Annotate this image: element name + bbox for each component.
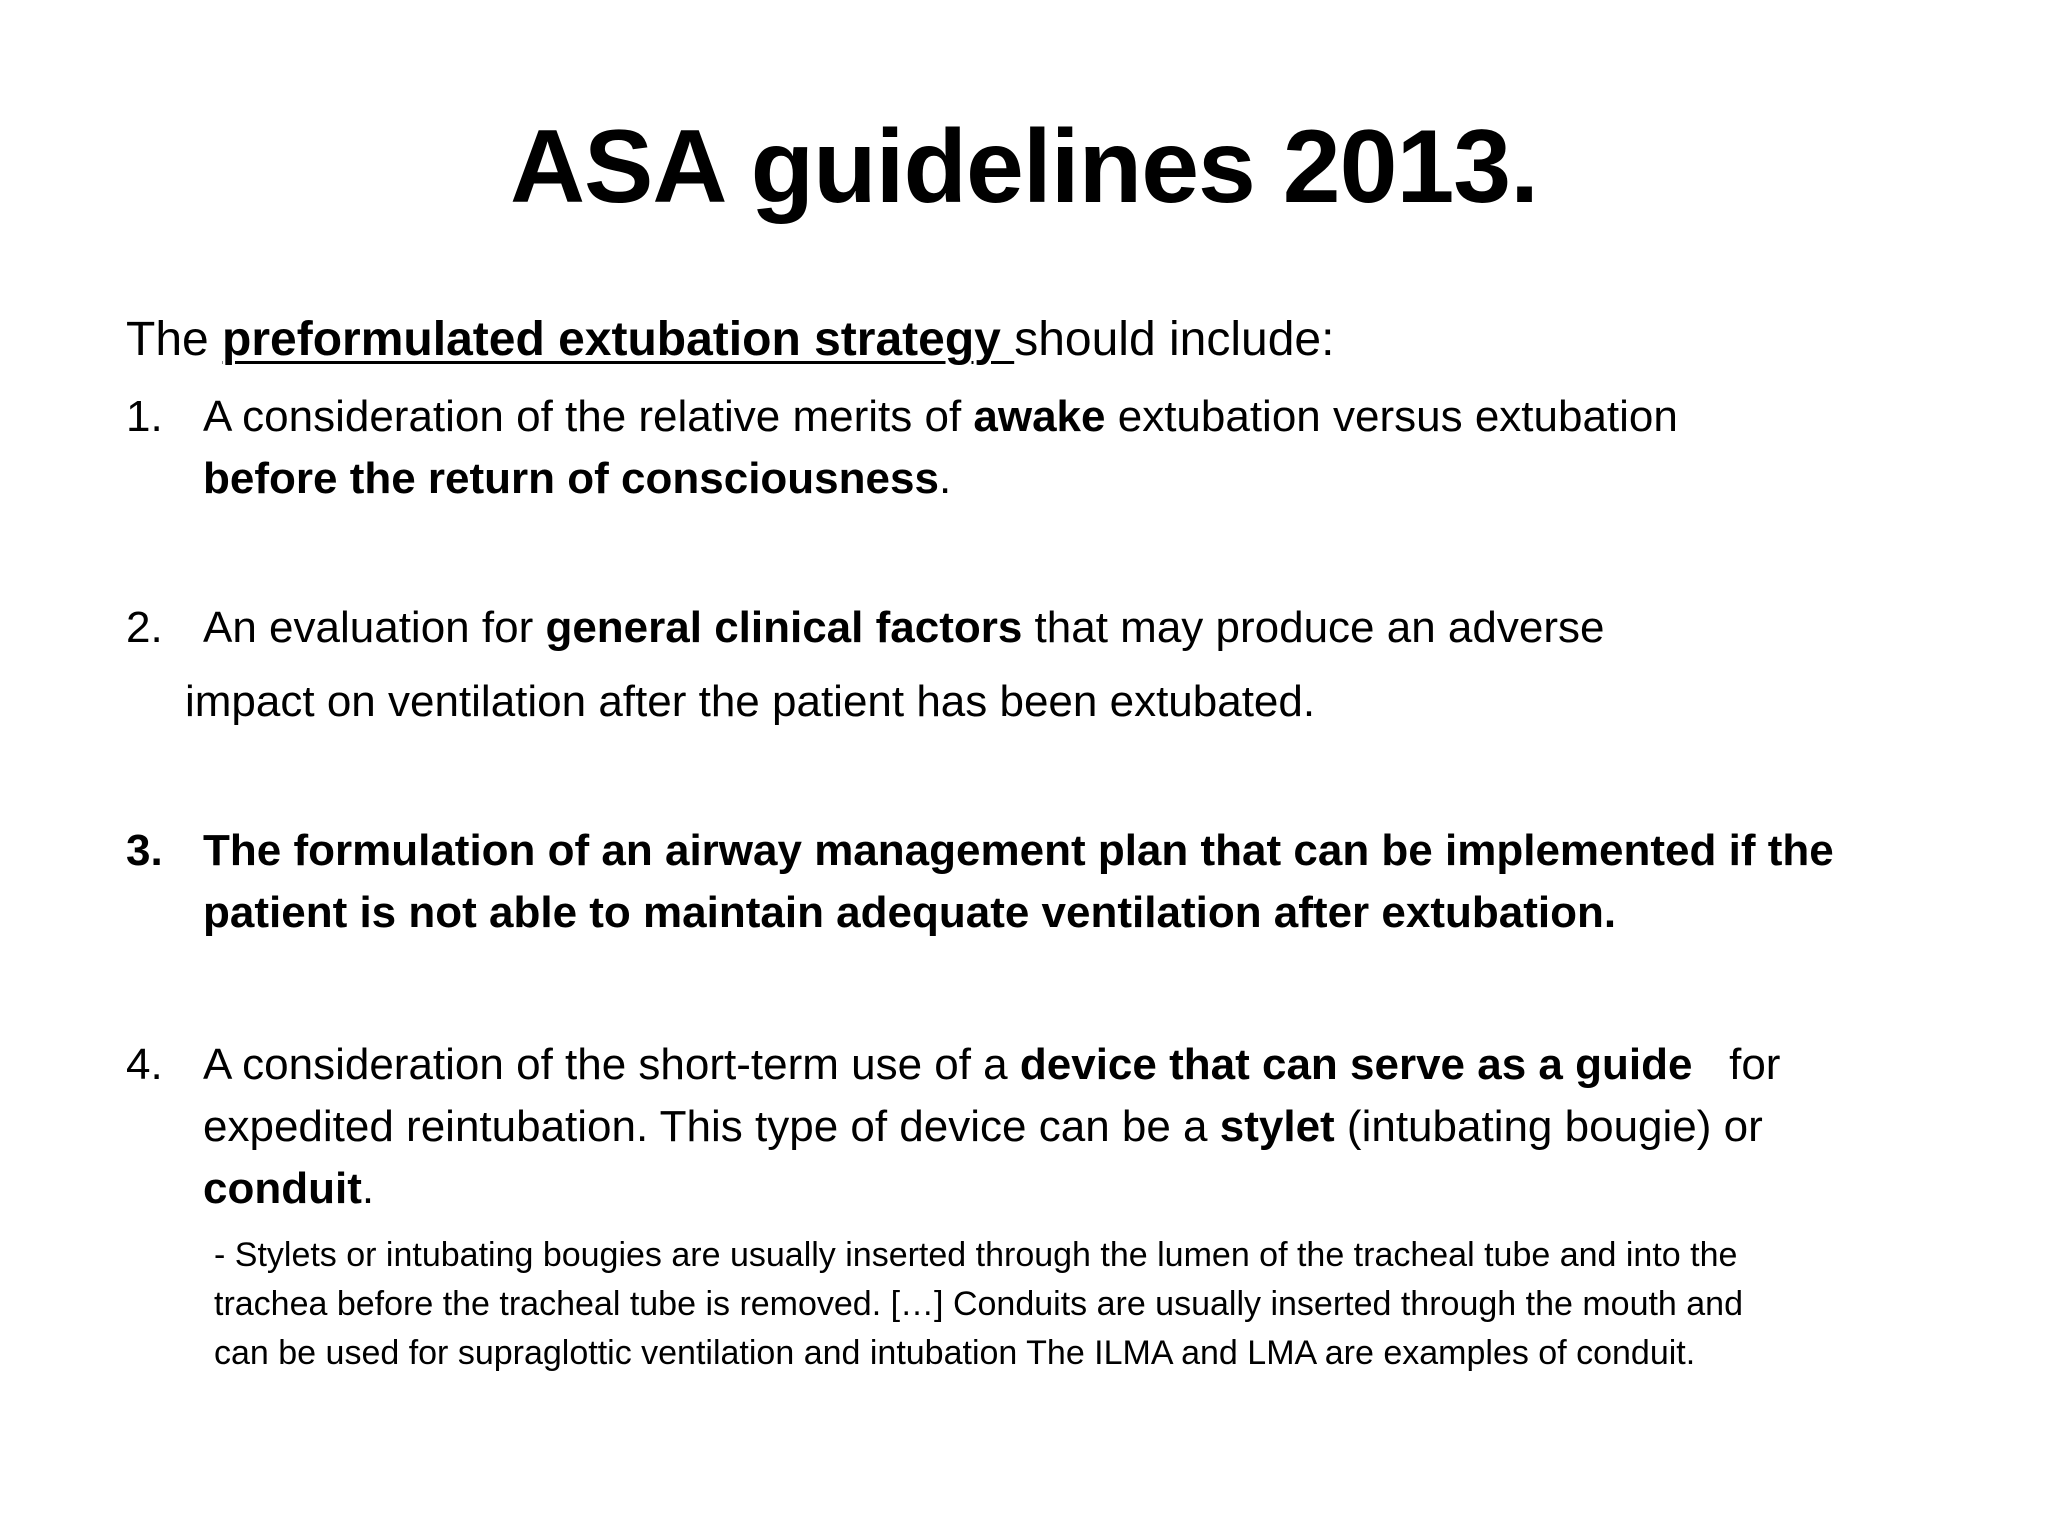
text-run: A consideration of the relative merits of xyxy=(203,392,974,441)
note-line: - Stylets or intubating bougies are usually inserted through the lumen of the tracheal tube and into the xyxy=(214,1236,1738,1274)
intro-after: should include: xyxy=(1014,313,1335,366)
intro-before: The xyxy=(126,313,223,366)
bold-run: device that can serve as a guide xyxy=(1019,1040,1693,1089)
text-run: expedited reintubation. This type of device can be a xyxy=(203,1102,1220,1151)
text-line: patient is not able to maintain adequate ventilation after extubation. xyxy=(203,888,1617,937)
list-number: 3. xyxy=(126,826,163,875)
list-number: 4. xyxy=(126,1040,163,1089)
text-line xyxy=(203,597,2023,659)
text-line xyxy=(203,386,2023,448)
bold-run: awake xyxy=(973,392,1106,441)
list-number: 1. xyxy=(126,392,163,441)
text-run: (intubating bougie) or xyxy=(1334,1102,1763,1151)
bold-run: general clinical factors xyxy=(545,603,1023,652)
text-run: . xyxy=(938,454,952,503)
note-line: trachea before the tracheal tube is removed. […] Conduits are usually inserted through the mouth and xyxy=(214,1285,1744,1323)
list-item-text xyxy=(185,597,2023,733)
sub-note xyxy=(214,1231,1743,1378)
intro-emphasis: preformulated extubation strategy xyxy=(222,313,1015,366)
list-number: 2. xyxy=(126,603,163,652)
bold-run: before the return of consciousness xyxy=(203,454,939,503)
slide-title: ASA guidelines 2013. xyxy=(509,109,1539,225)
text-line xyxy=(203,1158,2023,1220)
text-run: An evaluation for xyxy=(203,603,546,652)
text-run: . xyxy=(361,1164,375,1213)
list-item-text xyxy=(203,386,2023,510)
bold-run: stylet xyxy=(1219,1102,1335,1151)
text-line xyxy=(203,1096,2023,1158)
list-item-text xyxy=(203,1034,2023,1220)
text-line: impact on ventilation after the patient has been extubated. xyxy=(185,677,1316,726)
text-run: A consideration of the short-term use of a xyxy=(203,1040,1020,1089)
text-line xyxy=(203,448,2023,510)
text-line xyxy=(203,1034,2023,1096)
intro-text xyxy=(126,308,1334,372)
note-line: can be used for supraglottic ventilation and intubation The ILMA and LMA are examples of conduit. xyxy=(214,1334,1696,1372)
list-item-text xyxy=(203,820,2023,944)
text-line: The formulation of an airway management plan that can be implemented if the xyxy=(203,826,1834,875)
text-run: that may produce an adverse xyxy=(1022,603,1605,652)
bold-run: conduit xyxy=(203,1164,362,1213)
text-run: extubation versus extubation xyxy=(1105,392,1678,441)
text-run: for xyxy=(1692,1040,1781,1089)
